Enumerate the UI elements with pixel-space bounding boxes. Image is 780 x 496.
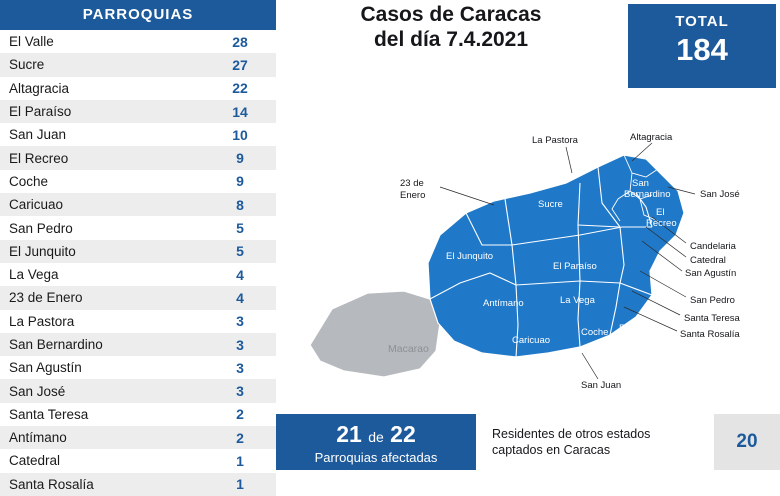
parish-case-count: 4 (236, 266, 244, 283)
residents-label-line2: captados en Caracas (492, 443, 611, 457)
parish-case-count: 3 (236, 336, 244, 353)
parish-case-count: 28 (232, 33, 248, 50)
map-label: La Vega (560, 295, 595, 306)
table-row (0, 30, 276, 53)
parish-name: La Vega (9, 267, 59, 283)
table-row (0, 379, 276, 402)
parish-name: El Recreo (9, 150, 69, 166)
parish-name: Altagracia (9, 80, 70, 96)
map-label: San Juan (581, 380, 622, 391)
parish-case-count: 2 (236, 429, 244, 446)
residents-label-line1: Residentes de otros estados (492, 427, 651, 441)
table-row (0, 193, 276, 216)
parish-name: San Juan (9, 127, 67, 143)
table-row (0, 449, 276, 472)
parish-name: El Paraíso (9, 104, 72, 120)
parish-case-count: 27 (232, 56, 248, 73)
parish-name: Caricuao (9, 197, 64, 213)
map-label: Recreo (646, 218, 677, 229)
map-label: Antímano (483, 298, 524, 309)
map-label: San (632, 178, 649, 189)
parish-name: Santa Teresa (9, 406, 89, 422)
table-row (0, 426, 276, 449)
page-title-line2: del día 7.4.2021 (373, 28, 529, 51)
page-title-line1: Casos de Caracas (360, 3, 542, 26)
affected-total-value: 22 (390, 421, 416, 447)
table-row (0, 100, 276, 123)
map-label: Santa Rosalía (680, 329, 740, 340)
parish-case-count: 1 (236, 452, 244, 469)
table-row (0, 356, 276, 379)
table-row (0, 333, 276, 356)
affected-count-value: 21 (336, 421, 362, 447)
residents-label (480, 426, 714, 458)
map-label: Altagracia (630, 132, 673, 143)
parish-name: El Junquito (9, 243, 76, 259)
parish-case-count: 5 (236, 220, 244, 237)
parish-name: San José (9, 383, 66, 399)
region-macarao (310, 291, 440, 377)
parish-case-count: 2 (236, 406, 244, 423)
map-label: El (656, 207, 665, 218)
parish-case-count: 22 (232, 80, 248, 97)
table-row (0, 77, 276, 100)
parish-case-count: 3 (236, 383, 244, 400)
map-label: San Pedro (690, 295, 735, 306)
table-row (0, 403, 276, 426)
parish-case-count: 9 (236, 173, 244, 190)
parish-name: Antímano (9, 430, 67, 446)
table-row (0, 240, 276, 263)
affected-parishes-badge (276, 414, 476, 470)
map-label: Bernardino (624, 189, 671, 200)
parish-case-count: 3 (236, 359, 244, 376)
map-label: 23 de (400, 178, 424, 189)
table-row (0, 53, 276, 76)
map-label: Coche (581, 327, 609, 338)
map-label: San Agustín (685, 268, 737, 279)
parish-name: La Pastora (9, 313, 75, 329)
parish-case-count: 8 (236, 196, 244, 213)
table-header: PARROQUIAS (0, 0, 276, 30)
table-row (0, 310, 276, 333)
parish-name: San Agustín (9, 360, 82, 376)
total-badge (628, 4, 776, 88)
parish-case-count: 5 (236, 243, 244, 260)
parish-name: Coche (9, 173, 49, 189)
parish-case-count: 4 (236, 289, 244, 306)
parishes-table (0, 0, 276, 493)
map-label: La Pastora (532, 135, 578, 146)
parish-name: Santa Rosalía (9, 476, 94, 492)
table-body (0, 30, 276, 496)
table-row (0, 286, 276, 309)
map-label: Caricuao (512, 335, 551, 346)
residents-other-states (480, 414, 780, 470)
map-label: Catedral (690, 255, 726, 266)
parish-case-count: 14 (232, 103, 248, 120)
parish-name: San Pedro (9, 220, 73, 236)
parish-name: San Bernardino (9, 337, 103, 352)
map-label: Candelaria (690, 241, 736, 252)
table-row (0, 170, 276, 193)
residents-value: 20 (714, 414, 780, 470)
map-label: El Valle (619, 323, 651, 334)
table-row (0, 146, 276, 169)
table-row (0, 263, 276, 286)
affected-parishes-label: Parroquias afectadas (314, 450, 438, 465)
total-value: 184 (676, 32, 728, 67)
affected-count-de: de (368, 429, 384, 445)
map-label: Enero (400, 190, 426, 201)
total-label: TOTAL (675, 13, 729, 30)
map-label: Santa Teresa (684, 313, 740, 324)
parish-name: Catedral (9, 453, 61, 469)
caracas-map (280, 95, 780, 405)
parish-name: Sucre (9, 57, 45, 73)
parish-case-count: 9 (236, 150, 244, 167)
parish-name: El Valle (9, 34, 54, 50)
table-row (0, 473, 276, 496)
map-label: San José (700, 189, 740, 200)
map-label: El Paraíso (553, 261, 597, 272)
map-label: Macarao (388, 343, 429, 355)
map-label: El Junquito (446, 251, 494, 262)
parish-case-count: 1 (236, 476, 244, 493)
affected-parishes-count (276, 414, 476, 450)
table-row (0, 123, 276, 146)
parish-name: 23 de Enero (9, 290, 83, 306)
page-title (286, 2, 616, 52)
map-label: Sucre (538, 199, 563, 210)
parish-case-count: 10 (232, 126, 248, 143)
table-row (0, 216, 276, 239)
parish-case-count: 3 (236, 313, 244, 330)
